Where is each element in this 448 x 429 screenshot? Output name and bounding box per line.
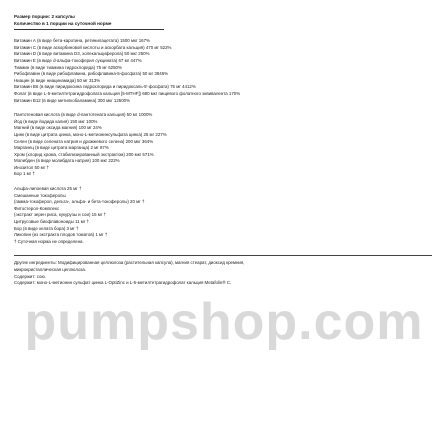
other-ingredients-line: микрокристаллическая целлюлоза. — [14, 267, 87, 272]
footer-divider — [14, 255, 432, 256]
nutrient-line: Селен (в виде селената натрия и дрожжевого селена) 200 мкг 364% — [14, 138, 154, 144]
nutrient-line: Бор (в виде хелата бора) 3 мг † — [14, 225, 79, 231]
nutrient-line: Пантотеновая кислота (в виде d-пантотената кальция) 50 мг 1000% — [14, 112, 153, 118]
daily-value-footnote: † Суточная норма не определена. — [14, 238, 84, 244]
other-ingredients-line: Другие ингредиенты: Модифицированная целлюлоза (растительная капсула), магния стеарат, диоксид кремния, — [14, 260, 245, 266]
nutrient-line: (гамма-токоферол, дельта-, альфа- и бета-токоферолы) 20 мг † — [14, 199, 145, 205]
nutrient-line: Витамин Е (в виде d-альфа-токоферил сукцината) 67 мг 447% — [14, 57, 142, 63]
nutrient-line: Инозитол 50 мг † — [14, 164, 49, 170]
nutrient-line: Фолат (в виде L-5-метилтетрагидрофолата кальция [5-MTHF]) 680 мкг пищевого фолатного эквивалента 170% — [14, 90, 241, 96]
other-nutrients-group — [14, 186, 434, 245]
nutrient-line: Витамин С (в виде аскорбиновой кислоты и аскорбата кальция) 470 мг 522% — [14, 44, 172, 50]
other-ingredients — [14, 260, 434, 286]
nutrient-line: Альфа-липоевая кислота 25 мг † — [14, 186, 82, 192]
serving-size: Размер порции: 2 капсулы — [14, 14, 75, 19]
header-divider — [14, 29, 164, 30]
servings-per-container: Количество в 1 порции на суточной норме — [14, 20, 112, 26]
nutrient-line: Йод (в виде йодида калия) 150 мкг 100% — [14, 118, 98, 124]
nutrient-line: Витамин В6 (в виде пиридоксина гидрохлорида и пиридоксаль-5'-фосфата) 75 мг 4412% — [14, 84, 196, 90]
nutrient-line: Молибден (в виде молибдата натрия) 100 мкг 222% — [14, 158, 120, 164]
supplement-facts-panel — [14, 14, 434, 418]
store-watermark: pumpshop.com — [24, 293, 424, 351]
nutrient-line: Витамин А (в виде бета-каротина, ретинилацетата) 1500 мкг 167% — [14, 38, 150, 44]
nutrient-line: Хром (хлорид хрома, стабилизированный экстрактом) 200 мкг 571% — [14, 151, 154, 157]
nutrient-line: Фитостерол-Комплекс — [14, 205, 60, 211]
nutrient-line: Рибофлавин (в виде рибофлавина, рибофлавина-5-фосфата) 50 мг 3846% — [14, 71, 169, 77]
nutrient-line: Магний (в виде оксида магния) 100 мг 24% — [14, 125, 102, 131]
nutrient-line: (экстракт зерен риса, кукурузы и сои) 15 мг † — [14, 212, 107, 218]
nutrient-line: Цитрусовые биофлавоноиды 11 мг † — [14, 219, 90, 225]
allergen-line: Содержит: сою. — [14, 273, 47, 279]
nutrient-line: Ниацин (в виде ниацинамида) 50 мг 313% — [14, 77, 101, 83]
nutrient-line: Витамин D (в виде витамина D3, холекальциферола) 50 мкг 250% — [14, 51, 150, 57]
nutrient-line: Ликопин (из экстракта плодов томатов) 1 мг † — [14, 232, 108, 238]
nutrient-line: Тиамин (в виде тиамина гидрохлорида) 75 мг 6250% — [14, 64, 122, 70]
nutrient-line: Марганец (в виде цитрата марганца) 2 мг 87% — [14, 145, 109, 151]
nutrient-line: Бор 1 мг † — [14, 171, 35, 177]
nutrient-line: Витамин В12 (в виде метилкобаламина) 300 мкг 12500% — [14, 97, 131, 103]
nutrient-line: Смешанные токоферолы — [14, 192, 66, 198]
nutrient-line: Цинк (в виде цитрата цинка, моно-L-метионинсульфата цинка) 25 мг 227% — [14, 131, 167, 137]
contains-line: Содержит: моно-L-метионин сульфат цинка L-OptiZinc и L-5-метилтетрагидрофолат кальция Metafolin® C. — [14, 280, 232, 286]
minerals-group — [14, 112, 434, 178]
vitamins-group — [14, 38, 434, 104]
